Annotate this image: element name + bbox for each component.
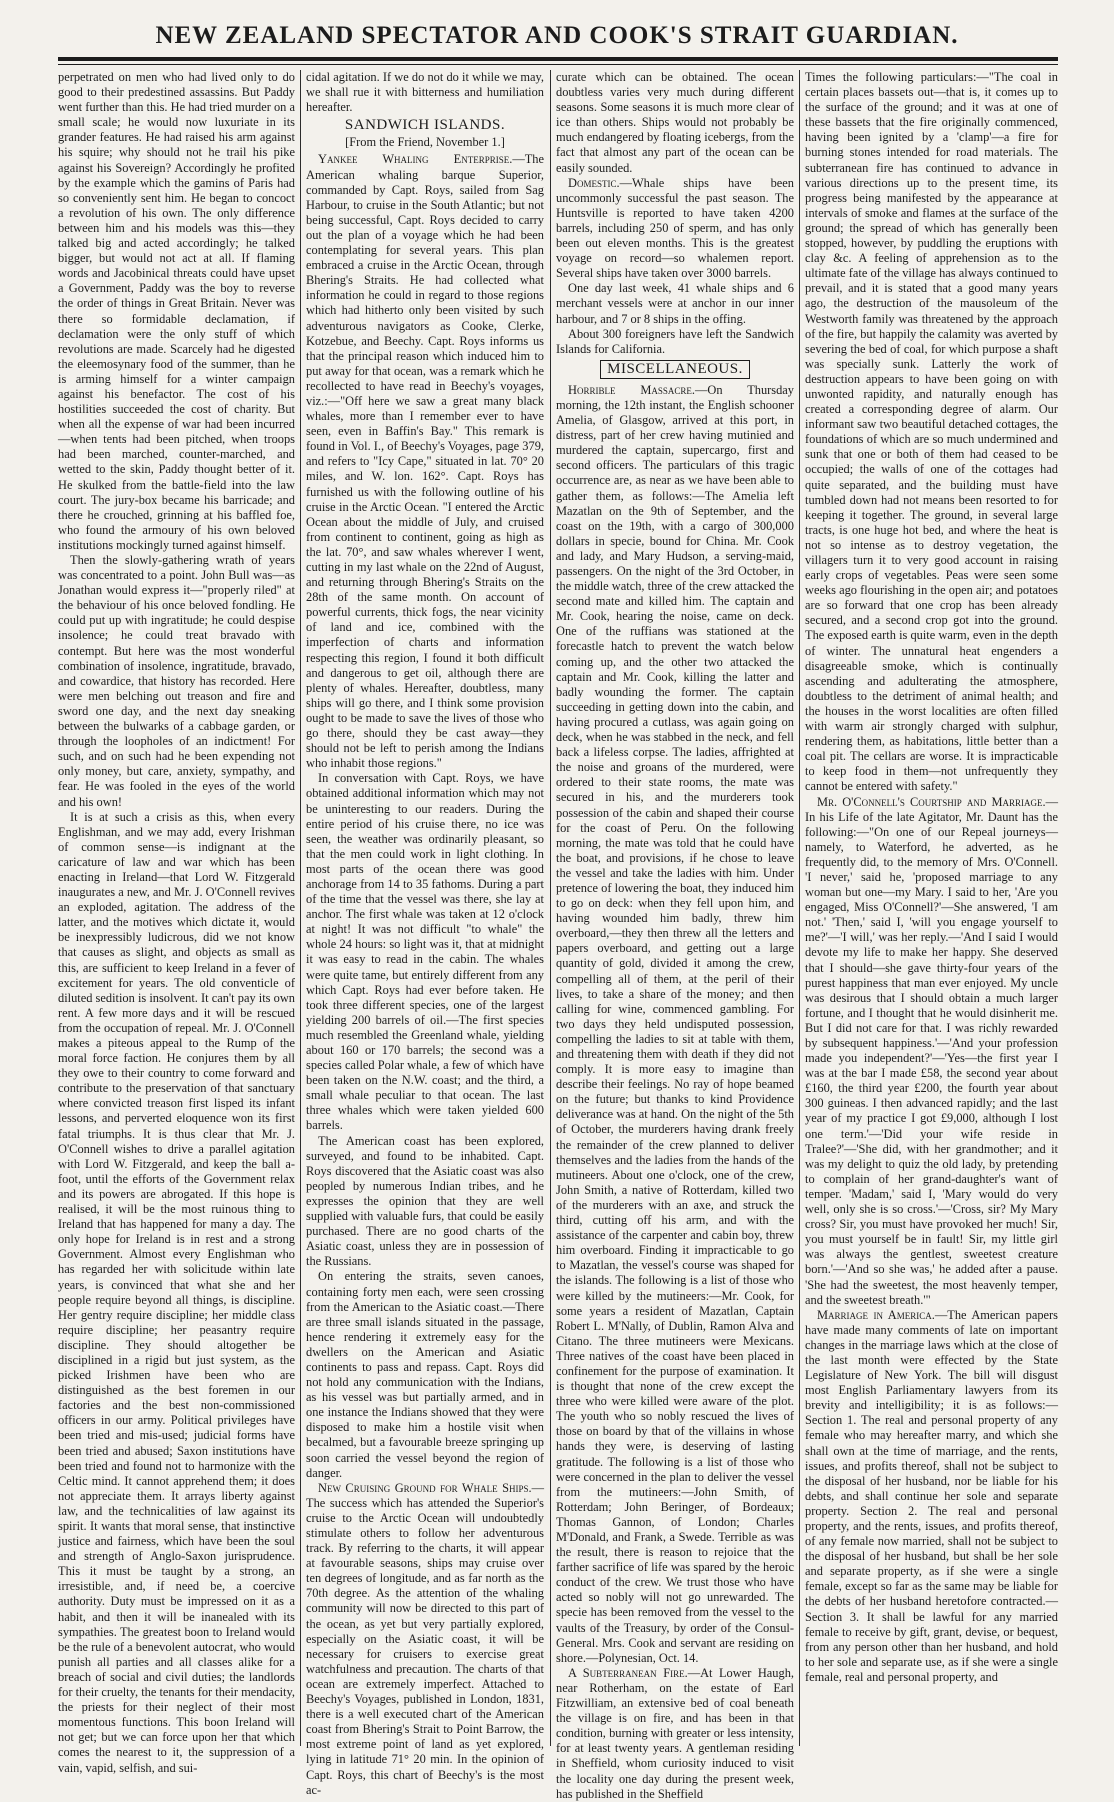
article-paragraph (556, 1666, 794, 1802)
column-1 (58, 70, 295, 1775)
masthead-rule-thin (58, 64, 1058, 65)
article-text: —The American papers have made many comments of late on important changes in the marriage laws which at the close of the last month were effected by the State Legislature of New York. The bill will disgust most English Parliamentary lawyers from its brevity and intelligibility; it is as follows:—Section 1. The real and personal property of any female who may hereafter marry, and which she shall own at the time of marriage, and the rents, issues, and profits thereof, shall not be subject to the disposal of her husband, nor be liable for his debts, and shall continue her sole and separate property. Section 2. The real and personal property, and the rents, issues, and profits thereof, of any female now married, shall not be subject to the disposal of her husband, but shall be her sole and separate property, as if she were a single female, except so far as the same may be liable for the debts of her husband heretofore contracted.—Section 3. It shall be lawful for any married female to receive by gift, grant, devise, or bequest, from any person other than her husband, and hold to her sole and separate use, as if she were a single female, real and personal property, and (805, 1307, 1058, 1684)
article-title: New Cruising Ground for Whale Ships. (318, 1480, 532, 1495)
article-text: —The success which has attended the Superior's cruise to the Arctic Ocean will undoubtedly stimulate others to follow her adventurous track. By referring to the charts, it will appear at favourable seasons, ships may cruise over ten degrees of longitude, and as far north as the 70th degree. As the attention of the whaling community will now be directed to this part of the ocean, as yet but very partially explored, especially on the Asiatic coast, it will be necessary for cruisers to exercise great watchfulness and precaution. The charts of that ocean are extremely imperfect. Attached to Beechy's Voyages, published in London, 1831, there is a well executed chart of the American coast from Bhering's Strait to Point Barrow, the most extreme point of land as yet explored, lying in latitude 71° 20 min. In the opinion of Capt. Roys, this chart of Beechy's is the most ac- (306, 1480, 544, 1797)
article-text: —In his Life of the late Agitator, Mr. Daunt has the following:—"On one of our Repeal journeys—namely, to Waterford, he adverted, as he frequently did, to the memory of Mrs. O'Connell. 'I never,' said he, 'proposed marriage to any woman but one—my Mary. I said to her, 'Are you engaged, Miss O'Connell?'—She answered, 'I am not.' 'Then,' said I, 'will you engage yourself to me?'—'I will,' was her reply.—'And I said I would devote my life to make her happy. She deserved that I should—she gave thirty-four years of the purest happiness that man ever enjoyed. My uncle was desirous that I should obtain a much larger fortune, and I thought that he would disinherit me. But I did not care for that. I was richly rewarded by subsequent happiness.'—'And your profession made you independent?'—'Yes—the first year I was at the bar I made £58, the second year about £160, the third year £200, the fourth year about 300 guineas. I then advanced rapidly; and the last year of my practice I got £9,000, although I lost one term.'—'Did your wife reside in Tralee?'—'She did, with her grandmother; and it was my delight to quiz the old lady, by pretending to complain of her grand-daughter's want of temper. 'Madam,' said I, 'Mary would do very well, only she is so cross.'—'Cross, sir? My Mary cross? Sir, you must have provoked her much! Sir, you must yourself be in fault! Sir, my little girl was always the gentlest, sweetest creature born.'—'And so she was,' he added after a pause. 'She had the sweetest, the most heavenly temper, and the sweetest breath.'" (805, 794, 1058, 1307)
section-heading-sandwich-islands: SANDWICH ISLANDS. (344, 117, 506, 134)
heading-label: MISCELLANEOUS. (600, 360, 750, 379)
article-paragraph (306, 152, 544, 771)
article-title: Mr. O'Connell's Courtship and Marriage. (817, 794, 1046, 809)
article-paragraph (805, 1308, 1058, 1685)
column-divider (300, 70, 301, 1746)
paragraph: Times the following particulars:—"The coal in certain places bassets out—that is, it comes up to the surface of the ground; and it was at one of these bassets that the fire originally commenced, having been ignited by a 'clamp'—a fire for burning stones intended for road materials. The subterranean fire has continued to advance in various directions up to the present time, its progress being manifested by the appearance at intervals of smoke and flames at the surface of the ground; the spread of which has generally been stopped, however, by puddling the eruptions with clay &c. A feeling of apprehension as to the ultimate fate of the village has always continued to prevail, and it is stated that a good many years ago, the destruction of the mausoleum of the Westworth family was threatened by the approach of the fire, but happily the calamity was averted by severing the bed of coal, for which purpose a shaft was specially sunk. Latterly the work of destruction appears to have been going on with unwonted rapidity, and naturally enough has created a corresponding degree of alarm. Our informant saw two beautiful detached cottages, the foundations of which are so much undermined and sunk that one or both of them had ceased to be occupied; the walls of one of the cottages had quite separated, and the building must have tumbled down had not means been resorted to for keeping it together. The ground, in several large tracts, is one huge hot bed, and where the heat is not so intense as to destroy vegetation, the villagers turn it to very good account in raising early crops of vegetables. Peas were seen some weeks ago flourishing in the open air; and potatoes are so forward that one crop has been already secured, and a second crop got into the ground. The exposed earth is quite warm, even in the depth of winter. The unnatural heat engenders a disagreeable smoke, which is continually ascending and adulterating the atmosphere, doubtless to the detriment of animal health; and the houses in the worst localities are often filled with warm air strongly charged with sulphur, rendering them, as habitations, little better than a coal pit. The cellars are worse. It is impracticable to keep food in them—not unfrequently they cannot be entered with safety." (805, 70, 1058, 794)
paragraph: One day last week, 41 whale ships and 6 merchant vessels were at anchor in our inner harbour, and 7 or 8 ships in the offing. (556, 281, 794, 326)
column-4 (805, 70, 1058, 1745)
article-title: Yankee Whaling Enterprise. (318, 152, 513, 167)
source-line: [From the Friend, November 1.] (345, 135, 505, 150)
section-heading-miscellaneous (556, 357, 794, 383)
paragraph: About 300 foreigners have left the Sandwich Islands for California. (556, 326, 794, 356)
article-title: Horrible Massacre. (568, 382, 695, 397)
masthead-rule-thick (58, 57, 1058, 61)
paragraph: The American coast has been explored, surveyed, and found to be inhabited. Capt. Roys discovered that the Asiatic coast was also peopled by numerous Indian tribes, and he expresses the opinion that they are well supplied with valuable furs, that could be easily purchased. There are no good charts of the Asiatic coast, unless they are in possession of the Russians. (306, 1133, 544, 1269)
column-3 (556, 70, 794, 1801)
article-paragraph (805, 795, 1058, 1308)
column-divider (550, 70, 551, 1746)
article-paragraph (556, 383, 794, 1666)
column-divider (799, 70, 800, 1746)
paragraph: Then the slowly-gathering wrath of years was concentrated to a point. John Bull was—as Jonathan would express it—"properly riled" at the behaviour of his once beloved fondling. He could put up with ingratitude; he could despise insolence; he could treat bravado with contempt. But here was the most wonderful combination of insolence, ingratitude, bravado, and cowardice, that history has recorded. Here were men belching out treason and fire and sword one day, and the next day sneaking between the bulwarks of a cabbage garden, or through the loopholes of an indictment! For such, and on such had he been expending not only money, but care, anxiety, sympathy, and fear. He was fooled in the eyes of the world and his own! (58, 553, 295, 809)
paragraph: perpetrated on men who had lived only to do good to their predestined assassins. But Paddy went further than this. He had tried murder on a small scale; he would now luxuriate in its grander features. He had raised his arm against his squire; why should not he trail his pike against his Sovereign? Accordingly he profited by the example which the gamins of Paris had so conveniently sent him. He began to concoct a revolution of his own. The only difference between him and his models was this—they talked big and acted accordingly; he talked bigger, but would not act at all. If flaming words and Jacobinical threats could have upset a Government, Paddy was the boy to reverse the order of things in Great Britain. Never was there so formidable declamation, if declamation were the only stuff of which revolutions are made. Scarcely had he digested the eleemosynary food of the summer, than he is arming himself for a winter campaign against his benefactor. The cost of his hostilities succeeded the cost of charity. But when all the expense of war had been incurred—when tents had been pitched, when troops had been marched, counter-marched, and wetted to the skin, Paddy thought better of it. He skulked from the battle-field into the law court. The jury-box became his barricade; and there he crouched, grinning at his baffled foe, who found the armoury of his own beloved institutions mockingly turned against himself. (58, 70, 295, 552)
article-text: —Whale ships have been uncommonly successful the past season. The Huntsville is reported to have taken 4200 barrels, including 250 of sperm, and has only been out eleven months. This is the greatest voyage on record—so whalemen report. Several ships have taken over 3000 barrels. (556, 175, 794, 281)
paragraph: cidal agitation. If we do not do it while we may, we shall rue it with bitterness and humiliation hereafter. (306, 70, 544, 115)
article-text: —On Thursday morning, the 12th instant, the English schooner Amelia, of Glasgow, arrived at this port, in distress, part of her crew having mutinied and murdered the captain, supercargo, first and second officers. The particulars of this tragic occurrence are, as near as we have been able to gather them, as follows:—The Amelia left Mazatlan on the 9th of September, and the coast on the 19th, with a cargo of 300,000 dollars in specie, bound for China. Mr. Cook and lady, and Mary Hudson, a serving-maid, passengers. On the night of the 3rd October, in the middle watch, three of the crew attacked the second mate and killed him. The captain and Mr. Cook, hearing the noise, came on deck. One of the ruffians was stationed at the forecastle hatch to prevent the watch below coming up, and the other two attacked the captain and Mr. Cook, killing the latter and badly wounding the former. The captain succeeding in getting down into the cabin, and having procured a cutlass, was again going on deck, when he was stabbed in the neck, and fell back a lifeless corpse. The ladies, affrighted at the noise and groans of the murdered, were ordered to their state rooms, the mate was secured in his, and the murderers took possession of the cabin and shaped their course for the coast of Peru. On the following morning, the mate was told that he could have the boat, and provisions, if he chose to leave the vessel and take the ladies with him. Under pretence of lowering the boat, they induced him to go on deck: when they fell upon him, and having wounded him badly, threw him overboard,—they then threw all the letters and papers overboard, and getting out a large quantity of gold, divided it among the crew, compelling all of them, at the peril of their lives, to take a share of the money; and then calling for wine, commenced gambling. For two days they held undisputed possession, compelling the ladies to sit at table with them, and threatening them with death if they did not comply. It is more easy to imagine than describe their feelings. No ray of hope beamed on the future; but thanks to kind Providence deliverance was at hand. On the night of the 5th of October, the murderers having drank freely the remainder of the crew planned to deliver themselves and the ladies from the hands of the mutineers. About one o'clock, one of the crew, John Smith, a native of Rotterdam, killed two of the murderers with an axe, and struck the third, cutting off his arm, and with the assistance of the carpenter and cabin boy, threw him overboard. Finding it impracticable to go to Mazatlan, the vessel's course was shaped for the islands. The following is a list of those who were killed by the mutineers:—Mr. Cook, for some years a resident of Mazatlan, Captain Robert L. M'Nally, of Dublin, Ramon Alva and Citano. The three mutineers were Mexicans. Three natives of the coast have been placed in confinement for the purpose of examination. It is thought that none of the crew except the three who were killed were aware of the plot. The youth who so nobly rescued the lives of those on board by that of the villains in whose hands they were, is deserving of lasting gratitude. The following is a list of those who were concerned in the plan to deliver the vessel from the mutineers:—John Smith, of Rotterdam; John Beringer, of Bordeaux; Thomas Gannon, of London; Charles M'Donald, and Frank, a Swede. Terrible as was the result, there is reason to rejoice that the farther sacrifice of life was spared by the heroic conduct of the crew. We trust those who have acted so nobly will not go unrewarded. The specie has been removed from the vessel to the vaults of the Treasury, by order of the Consul-General. Mrs. Cook and servant are residing on shore.—Polynesian, Oct. 14. (556, 382, 794, 1665)
paragraph: On entering the straits, seven canoes, containing forty men each, were seen crossing from the American to the Asiatic coast.—There are three small islands situated in the passage, hence rendering it extremely easy for the dwellers on the American and Asiatic continents to pass and repass. Capt. Roys did not hold any communication with the Indians, as his vessel was but partially armed, and in one instance the Indians showed that they were disposed to make him a hostile visit when becalmed, but a favourable breeze springing up soon carried the vessel beyond the region of danger. (306, 1269, 544, 1480)
masthead-title: NEW ZEALAND SPECTATOR AND COOK'S STRAIT GUARDIAN. (155, 22, 959, 49)
paragraph: It is at such a crisis as this, when every Englishman, and we may add, every Irishman of common sense—is indignant at the caricature of law and war which has been enacting in Ireland—that Lord W. Fitzgerald inaugurates a new, and Mr. J. O'Connell revives an exploded, agitation. The address of the latter, and the motives which dictate it, would be inexpressibly ludicrous, did we not know that causes as slight, and objects as small as this, are sufficient to keep Ireland in a fever of excitement for years. The old conventicle of diluted sedition is insolvent. It can't pay its own rent. A few more days and it will be rescued from the occupation of repeal. Mr. J. O'Connell makes a piteous appeal to the Rump of the moral force faction. He conjures them by all they owe to their country to come forward and contribute to the preservation of that sanctuary where convicted treason first lisped its infant lessons, and perverted eloquence won its first fatal triumphs. It is thus clear that Mr. J. O'Connell wishes to drive a parallel agitation with Lord W. Fitzgerald, and keep the ball a-foot, until the efforts of the Government relax and its powers are abrogated. If this hope is realised, it will be the most ruinous thing to Ireland that has happened for many a day. The only hope for Ireland is in rest and a strong Government. Almost every Englishman who has regarded her with solicitude within late years, is convinced that what she and her people require beyond all things, is discipline. Her gentry require discipline; her middle class require discipline; her peasantry require discipline. They should altogether be disciplined in a rigid but just system, as the picked Irishmen have been who are distinguished as the best foremen in our factories and the best non-commissioned officers in our army. Political privileges have been tried and mis-used; judicial forms have been tried and abused; Saxon institutions have been tried and found not to harmonize with the Celtic mind. It cannot apprehend them; it does not appreciate them. It arrays liberty against law, and the technicalities of law against its spirit. It wants that moral sense, that instinctive justice and fairness, which have been the soul and strength of Anglo-Saxon jurisprudence. This it must be taught by a strong, an irresistible, and, if need be, a coercive authority. Duty must be impressed on it as a habit, and then it will be inanealed with its sympathies. The greatest boon to Ireland would be the rule of a benevolent autocrat, who would punish all parties and all classes alike for a breach of social and civil duties; the landlords for their cruelty, the tenants for their mendacity, the priests for their neglect of their most momentous functions. This boon Ireland will not get; but we can force upon her that which comes the nearest to it, the suppression of a vain, vapid, selfish, and sui- (58, 809, 295, 1775)
article-text: —The American whaling barque Superior, commanded by Capt. Roys, sailed from Sag Harbour, to cruise in the South Atlantic; but not being successful, Capt. Roys decided to carry out the plan of a voyage which he had been contemplating for several years. This plan embraced a cruise in the Arctic Ocean, through Bhering's Straits. He had collected what information he could in regard to those regions which had hitherto only been visited by such adventurous navigators as Cooke, Clerke, Kotzebue, and Beechy. Capt. Roys informs us that the principal reason which induced him to put away for that ocean, was a remark which he recollected to have read in Beechy's voyages, viz.:—"Off here we saw a great many black whales, more than I remember ever to have seen, even in Baffin's Bay." This remark is found in Vol. I., of Beechy's Voyages, page 379, and refers to "Icy Cape," situated in lat. 70° 20 miles, and W. lon. 162°. Capt. Roys has furnished us with the following outline of his cruise in the Arctic Ocean. "I entered the Arctic Ocean about the middle of July, and cruised from continent to continent, going as high as the lat. 70°, and saw whales wherever I went, cutting in my last whale on the 22nd of August, and returning through Bhering's Straits on the 28th of the same month. On account of powerful currents, thick fogs, the near vicinity of land and ice, combined with the imperfection of charts and information respecting this region, I found it both difficult and dangerous to get oil, although there are plenty of whales. Hereafter, doubtless, many ships will go there, and I think some provision ought to be made to save the lives of those who go there, should they be cast away—they should not be left to perish among the Indians who inhabit those regions." (306, 152, 544, 771)
column-2 (306, 70, 544, 1797)
article-title: Domestic. (568, 175, 620, 190)
article-text: —At Lower Haugh, near Rotherham, on the estate of Earl Fitzwilliam, an extensive bed of coal beneath the village is on fire, and has been in that condition, burning with greater or less intensity, for at least twenty years. A gentleman residing in Sheffield, whom curiosity induced to visit the locality one day during the present week, has published in the Sheffield (556, 1665, 794, 1801)
paragraph: curate which can be obtained. The ocean doubtless varies very much during different seasons. Some seasons it is much more clear of ice than others. Ships would not probably be much endangered by floating icebergs, from the fact that almost any part of the ocean can be easily sounded. (556, 70, 794, 175)
paragraph: In conversation with Capt. Roys, we have obtained additional information which may not be uninteresting to our readers. During the entire period of his cruise there, no ice was seen, the weather was ordinarily pleasant, so that the men could work in light clothing. In most parts of the ocean there was good anchorage from 14 to 35 fathoms. During a part of the time that the vessel was there, she lay at anchor. The first whale was taken at 12 o'clock at night! It was not difficult "to whale" the whole 24 hours: so light was it, that at midnight it was easy to read in the cabin. The whales were quite tame, but entirely different from any which Capt. Roys had ever before taken. He took three different species, one of the largest yielding 200 barrels of oil.—The first species much resembled the Greenland whale, yielding about 160 or 170 barrels; the second was a species called Polar whale, a few of which have been taken on the N.W. coast; and the third, a small whale peculiar to that ocean. The last three whales which were taken yielded 600 barrels. (306, 771, 544, 1133)
article-title: Marriage in America. (817, 1307, 935, 1322)
article-paragraph (306, 1481, 544, 1798)
article-title: A Subterranean Fire. (568, 1665, 688, 1680)
article-paragraph (556, 176, 794, 282)
